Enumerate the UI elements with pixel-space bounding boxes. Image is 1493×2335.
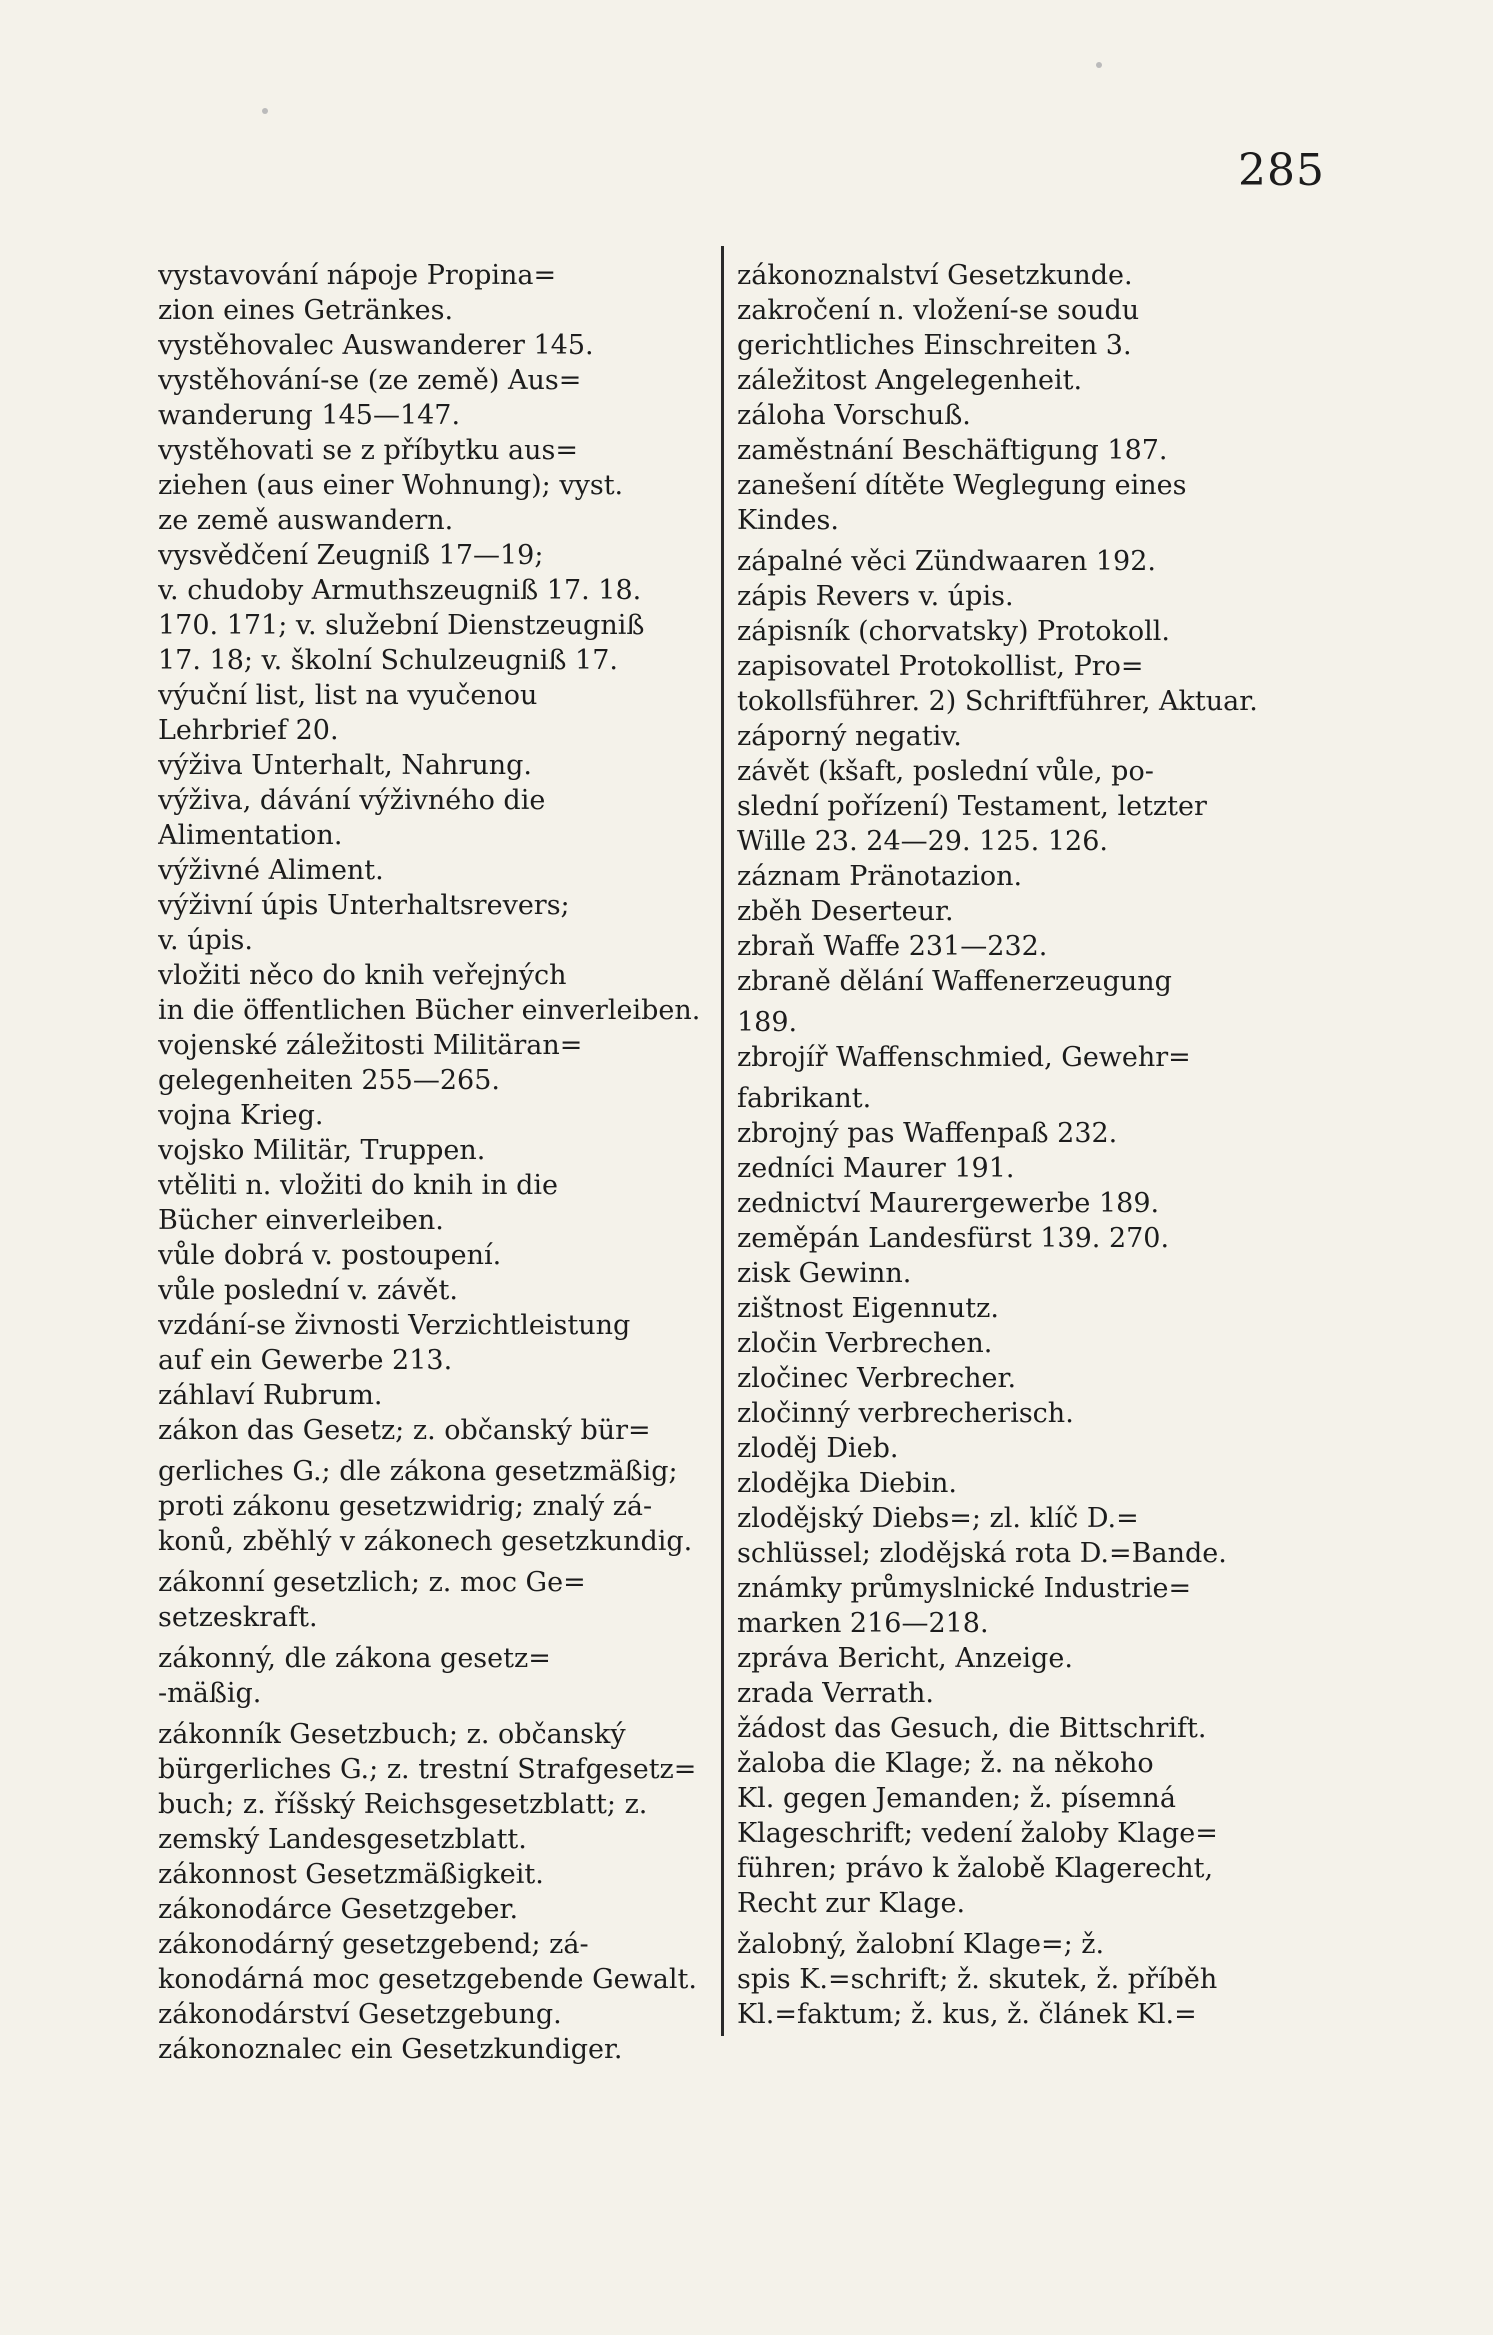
entry-line: zloděj Dieb. <box>737 1433 899 1464</box>
entry-line: zákonoznalec ein Gesetzkundiger. <box>158 2034 623 2065</box>
entry-line: zpráva Bericht, Anzeige. <box>737 1643 1073 1674</box>
entry-line: tokollsführer. 2) Schriftführer, Aktuar. <box>737 686 1258 717</box>
entry-line: Alimentation. <box>158 820 343 851</box>
entry-line: zanešení dítěte Weglegung eines <box>737 470 1187 501</box>
entry-line: Recht zur Klage. <box>737 1888 966 1919</box>
entry-line: zákonoznalství Gesetzkunde. <box>737 260 1133 291</box>
entry-line: záznam Pränotazion. <box>737 861 1023 892</box>
page-number: 285 <box>1238 145 1325 196</box>
entry-line: zápalné věci Zündwaaren 192. <box>737 546 1156 577</box>
entry-line: vysvědčení Zeugniß 17—19; <box>158 540 544 571</box>
entry-line: zločinný verbrecherisch. <box>737 1398 1074 1429</box>
entry-line: zedníci Maurer 191. <box>737 1153 1015 1184</box>
entry-line: výuční list, list na vyučenou <box>158 680 538 711</box>
entry-line: výživní úpis Unterhaltsrevers; <box>158 890 570 921</box>
left-column <box>158 258 718 2067</box>
entry-line: marken 216—218. <box>737 1608 989 1639</box>
entry-line: zákonodárce Gesetzgeber. <box>158 1894 519 1925</box>
entry-line: in die öffentlichen Bücher einverleiben. <box>158 995 701 1026</box>
entry-line: gerichtliches Einschreiten 3. <box>737 330 1132 361</box>
right-column <box>737 258 1307 2032</box>
entry-line: 170. 171; v. služební Dienstzeugniß <box>158 610 645 641</box>
entry-line: vojsko Militär, Truppen. <box>158 1135 486 1166</box>
entry-line: gelegenheiten 255—265. <box>158 1065 500 1096</box>
entry-line: vtěliti n. vložiti do knih in die <box>158 1170 559 1201</box>
entry-line: výživné Aliment. <box>158 855 384 886</box>
entry-line: zločinec Verbrecher. <box>737 1363 1017 1394</box>
entry-line: zlodějský Diebs=; zl. klíč D.= <box>737 1503 1139 1534</box>
paper-speck <box>1096 62 1102 68</box>
entry-line: záležitost Angelegenheit. <box>737 365 1083 396</box>
entry-line: zbrojný pas Waffenpaß 232. <box>737 1118 1118 1149</box>
entry-line: známky průmyslnické Industrie= <box>737 1573 1192 1604</box>
entry-line: Bücher einverleiben. <box>158 1205 444 1236</box>
entry-line: 17. 18; v. školní Schulzeugniß 17. <box>158 645 618 676</box>
entry-line: Kl. gegen Jemanden; ž. písemná <box>737 1783 1176 1814</box>
entry-line: výživa, dávání výživného die <box>158 785 546 816</box>
entry-line: zrada Verrath. <box>737 1678 934 1709</box>
entry-line: zakročení n. vložení-se soudu <box>737 295 1140 326</box>
entry-line: zemský Landesgesetzblatt. <box>158 1824 527 1855</box>
entry-line: vložiti něco do knih veřejných <box>158 960 567 991</box>
entry-line: zákonní gesetzlich; z. moc Ge= <box>158 1567 586 1598</box>
entry-line: žalobný, žalobní Klage=; ž. <box>737 1929 1105 1960</box>
entry-line: záhlaví Rubrum. <box>158 1380 383 1411</box>
entry-line: -mäßig. <box>158 1678 262 1709</box>
entry-line: vojenské záležitosti Militäran= <box>158 1030 583 1061</box>
entry-line: vůle dobrá v. postoupení. <box>158 1240 502 1271</box>
entry-line: setzeskraft. <box>158 1602 318 1633</box>
entry-line: výživa Unterhalt, Nahrung. <box>158 750 532 781</box>
entry-line: vojna Krieg. <box>158 1100 324 1131</box>
entry-line: ziehen (aus einer Wohnung); vyst. <box>158 470 624 501</box>
entry-line: gerliches G.; dle zákona gesetzmäßig; <box>158 1456 678 1487</box>
entry-line: zisk Gewinn. <box>737 1258 912 1289</box>
entry-line: zákonodárství Gesetzgebung. <box>158 1999 562 2030</box>
entry-line: vůle poslední v. závět. <box>158 1275 458 1306</box>
entry-line: zapisovatel Protokollist, Pro= <box>737 651 1144 682</box>
entry-line: Kl.=faktum; ž. kus, ž. článek Kl.= <box>737 1999 1197 2030</box>
entry-line: schlüssel; zlodějská rota D.=Bande. <box>737 1538 1227 1569</box>
entry-line: Lehrbrief 20. <box>158 715 339 746</box>
entry-line: zločin Verbrechen. <box>737 1328 993 1359</box>
entry-line: vystavování nápoje Propina= <box>158 260 557 291</box>
entry-line: konodárná moc gesetzgebende Gewalt. <box>158 1964 697 1995</box>
entry-line: konů, zběhlý v zákonech gesetzkundig. <box>158 1526 693 1557</box>
entry-line: buch; z. říšský Reichsgesetzblatt; z. <box>158 1789 648 1820</box>
paper-speck <box>262 108 268 114</box>
entry-line: zion eines Getränkes. <box>158 295 454 326</box>
entry-line: Klageschrift; vedení žaloby Klage= <box>737 1818 1218 1849</box>
entry-line: vystěhovati se z příbytku aus= <box>158 435 578 466</box>
entry-line: bürgerliches G.; z. trestní Strafgesetz= <box>158 1754 697 1785</box>
entry-line: zákonník Gesetzbuch; z. občanský <box>158 1719 626 1750</box>
entry-line: zeměpán Landesfürst 139. 270. <box>737 1223 1170 1254</box>
entry-line: zbraň Waffe 231—232. <box>737 931 1048 962</box>
entry-line: führen; právo k žalobě Klagerecht, <box>737 1853 1214 1884</box>
column-divider <box>721 246 724 2036</box>
entry-line: slední pořízení) Testament, letzter <box>737 791 1207 822</box>
entry-line: ze země auswandern. <box>158 505 454 536</box>
entry-line: Kindes. <box>737 505 839 536</box>
entry-line: žádost das Gesuch, die Bittschrift. <box>737 1713 1207 1744</box>
entry-line: fabrikant. <box>737 1083 872 1114</box>
entry-line: zbrojíř Waffenschmied, Gewehr= <box>737 1042 1191 1073</box>
entry-line: zápisník (chorvatsky) Protokoll. <box>737 616 1170 647</box>
entry-line: wanderung 145—147. <box>158 400 461 431</box>
entry-line: vystěhovalec Auswanderer 145. <box>158 330 594 361</box>
entry-line: v. chudoby Armuthszeugniß 17. 18. <box>158 575 642 606</box>
entry-line: vystěhování-se (ze země) Aus= <box>158 365 582 396</box>
entry-line: zákon das Gesetz; z. občanský bür= <box>158 1415 651 1446</box>
entry-line: 189. <box>737 1007 798 1038</box>
entry-line: zběh Deserteur. <box>737 896 954 927</box>
entry-line: zlodějka Diebin. <box>737 1468 957 1499</box>
entry-line: Wille 23. 24—29. 125. 126. <box>737 826 1108 857</box>
entry-line: zbraně dělání Waffenerzeugung <box>737 966 1172 997</box>
entry-line: závět (kšaft, poslední vůle, po- <box>737 756 1154 787</box>
entry-line: proti zákonu gesetzwidrig; znalý zá- <box>158 1491 653 1522</box>
entry-line: zákonodárný gesetzgebend; zá- <box>158 1929 589 1960</box>
entry-line: zákonnost Gesetzmäßigkeit. <box>158 1859 544 1890</box>
entry-line: zaměstnání Beschäftigung 187. <box>737 435 1168 466</box>
entry-line: žaloba die Klage; ž. na někoho <box>737 1748 1154 1779</box>
entry-line: zištnost Eigennutz. <box>737 1293 999 1324</box>
entry-line: záporný negativ. <box>737 721 962 752</box>
entry-line: záloha Vorschuß. <box>737 400 971 431</box>
entry-line: v. úpis. <box>158 925 253 956</box>
entry-line: zápis Revers v. úpis. <box>737 581 1014 612</box>
entry-line: spis K.=schrift; ž. skutek, ž. příběh <box>737 1964 1218 1995</box>
entry-line: zákonný, dle zákona gesetz= <box>158 1643 551 1674</box>
entry-line: auf ein Gewerbe 213. <box>158 1345 453 1376</box>
entry-line: vzdání-se živnosti Verzichtleistung <box>158 1310 631 1341</box>
entry-line: zednictví Maurergewerbe 189. <box>737 1188 1160 1219</box>
